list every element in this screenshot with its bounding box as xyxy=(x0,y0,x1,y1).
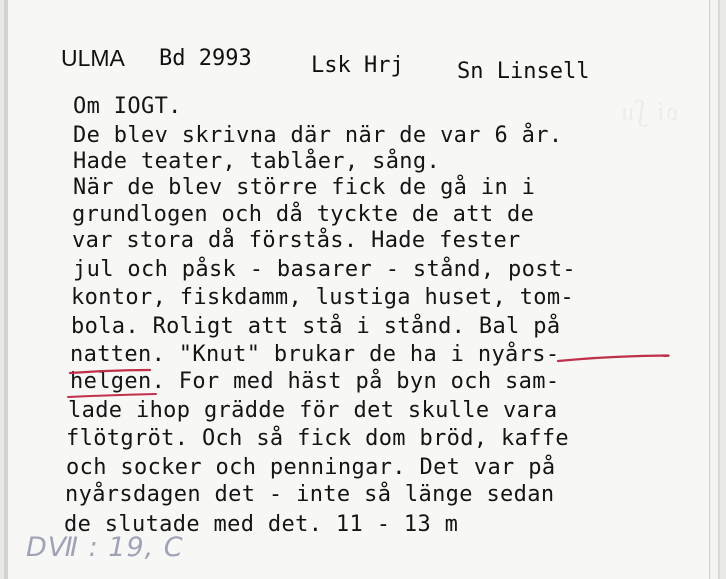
body-line-3: Hade teater, tablåer, sång. xyxy=(73,149,441,174)
show-through-text: 𝔬𝔦 ʃ𝔲 xyxy=(618,95,678,128)
body-line-7: jul och påsk - basarer - stånd, post- xyxy=(73,257,577,282)
card-header xyxy=(4,36,718,84)
body-line-9: bola. Roligt att stå i stånd. Bal på xyxy=(71,314,561,339)
body-line-1: Om IOGT. xyxy=(73,94,182,119)
body-line-4: När de blev större fick de gå in i xyxy=(73,175,536,200)
handwritten-catalog-mark: DⅦ : 19, C xyxy=(26,532,184,563)
body-line-10: natten. "Knut" brukar de ha i nyårs- xyxy=(70,342,560,367)
archive-code: ULMA xyxy=(61,45,125,71)
body-line-16: de slutade med det. 11 - 13 m xyxy=(64,512,459,537)
card-left-edge xyxy=(4,0,8,579)
body-line-6: var stora då förstås. Hade fester xyxy=(72,228,521,253)
body-line-5: grundlogen och då tyckte de att de xyxy=(72,202,535,227)
body-line-11: helgen. For med häst på byn och sam- xyxy=(70,369,560,394)
body-line-2: De blev skrivna där när de var 6 år. xyxy=(73,123,563,148)
index-card xyxy=(4,0,718,579)
body-line-15: nyårsdagen det - inte så länge sedan xyxy=(65,482,555,507)
parish-label: Sn Linsell xyxy=(457,59,590,84)
body-line-14: och socker och penningar. Det var på xyxy=(66,455,556,480)
body-line-12: lade ihop grädde för det skulle vara xyxy=(68,398,558,423)
district-label: Lsk Hrj xyxy=(311,53,404,78)
body-line-13: flötgröt. Och så fick dom bröd, kaffe xyxy=(66,426,570,451)
body-line-8: kontor, fiskdamm, lustiga huset, tom- xyxy=(71,285,575,310)
card-right-edge xyxy=(709,0,718,579)
volume-number: Bd 2993 xyxy=(159,46,252,71)
